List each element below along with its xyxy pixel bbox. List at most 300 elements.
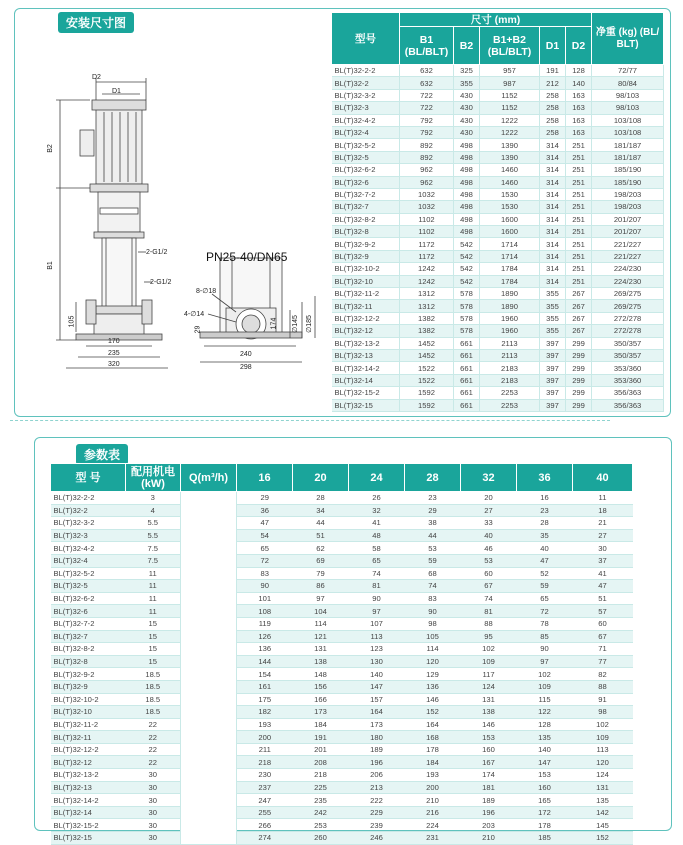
power-cell: 11 (126, 605, 181, 618)
value-cell: 314 (540, 250, 566, 262)
table-row (51, 605, 633, 618)
head-value-cell: 216 (405, 806, 461, 819)
value-cell: 314 (540, 275, 566, 287)
model-cell: BL(T)32-9 (332, 250, 400, 262)
header-b2: B2 (454, 27, 480, 65)
head-value-cell: 185 (517, 832, 573, 845)
model-cell: BL(T)32-10 (51, 706, 126, 719)
model-cell: BL(T)32-12-2 (332, 312, 400, 324)
value-cell: 251 (566, 139, 592, 151)
value-cell: 578 (454, 325, 480, 337)
head-value-cell: 37 (573, 554, 633, 567)
head-value-cell: 260 (293, 832, 349, 845)
value-cell: 661 (454, 374, 480, 386)
table-row (332, 337, 664, 349)
head-value-cell: 173 (293, 706, 349, 719)
head-value-cell: 182 (237, 706, 293, 719)
model-cell: BL(T)32-9 (51, 680, 126, 693)
value-cell: 1382 (400, 325, 454, 337)
head-value-cell: 184 (405, 756, 461, 769)
value-cell: 299 (566, 399, 592, 411)
head-value-cell: 130 (349, 655, 405, 668)
table-row (51, 756, 633, 769)
power-cell: 15 (126, 617, 181, 630)
value-cell: 355 (454, 77, 480, 89)
table-row (51, 668, 633, 681)
head-value-cell: 193 (237, 718, 293, 731)
table-row (332, 89, 664, 101)
value-cell: 1530 (480, 201, 540, 213)
value-cell: 185/190 (592, 176, 664, 188)
value-cell: 224/230 (592, 275, 664, 287)
head-value-cell: 59 (517, 580, 573, 593)
dim-d145: ∅145 (291, 315, 299, 333)
model-cell: BL(T)32-3-2 (51, 517, 126, 530)
model-cell: BL(T)32-15-2 (51, 819, 126, 832)
head-value-cell: 117 (461, 668, 517, 681)
head-value-cell: 122 (517, 706, 573, 719)
table-row (51, 718, 633, 731)
head-value-cell: 154 (237, 668, 293, 681)
value-cell: 542 (454, 238, 480, 250)
head-value-cell: 184 (293, 718, 349, 731)
model-cell: BL(T)32-11-2 (51, 718, 126, 731)
table-row (51, 529, 633, 542)
model-cell: BL(T)32-7 (332, 201, 400, 213)
power-cell: 30 (126, 769, 181, 782)
value-cell: 397 (540, 349, 566, 361)
head-value-cell: 28 (517, 517, 573, 530)
head-value-cell: 102 (461, 643, 517, 656)
value-cell: 1242 (400, 263, 454, 275)
value-cell: 957 (480, 65, 540, 77)
value-cell: 267 (566, 300, 592, 312)
model-cell: BL(T)32-3 (332, 102, 400, 114)
value-cell: 2253 (480, 399, 540, 411)
value-cell: 181/187 (592, 151, 664, 163)
dim-8d18: 8-∅18 (196, 288, 217, 295)
power-cell: 22 (126, 718, 181, 731)
value-cell: 163 (566, 89, 592, 101)
table-row (332, 387, 664, 399)
model-cell: BL(T)32-8-2 (332, 213, 400, 225)
head-value-cell: 166 (293, 693, 349, 706)
head-value-cell: 165 (517, 794, 573, 807)
table-row (51, 731, 633, 744)
head-value-cell: 68 (405, 567, 461, 580)
head-value-cell: 91 (573, 693, 633, 706)
head-value-cell: 98 (573, 706, 633, 719)
value-cell: 272/278 (592, 312, 664, 324)
table-row (332, 114, 664, 126)
value-cell: 397 (540, 362, 566, 374)
model-cell: BL(T)32-7 (51, 630, 126, 643)
head-value-cell: 146 (405, 693, 461, 706)
power-cell: 15 (126, 630, 181, 643)
head-value-cell: 58 (349, 542, 405, 555)
table-row (51, 819, 633, 832)
head-value-cell: 90 (349, 592, 405, 605)
head-value-cell: 67 (573, 630, 633, 643)
value-cell: 498 (454, 151, 480, 163)
dim-g2: 2-G1/2 (150, 279, 172, 286)
installation-drawing (40, 70, 360, 400)
value-cell: 1530 (480, 188, 540, 200)
model-cell: BL(T)32-8 (51, 655, 126, 668)
table-row (51, 693, 633, 706)
model-cell: BL(T)32-6 (51, 605, 126, 618)
value-cell: 98/103 (592, 89, 664, 101)
value-cell: 299 (566, 374, 592, 386)
param-header-flow-32: 32 (461, 464, 517, 492)
dim-235: 235 (108, 350, 120, 357)
head-value-cell: 152 (405, 706, 461, 719)
head-value-cell: 90 (237, 580, 293, 593)
param-header-flow-20: 20 (293, 464, 349, 492)
head-value-cell: 172 (517, 806, 573, 819)
table-row (332, 288, 664, 300)
table-row (332, 238, 664, 250)
model-cell: BL(T)32-10-2 (51, 693, 126, 706)
head-value-cell: 213 (349, 781, 405, 794)
head-value-cell: 16 (517, 492, 573, 505)
value-cell: 314 (540, 263, 566, 275)
value-cell: 314 (540, 176, 566, 188)
model-cell: BL(T)32-13-2 (51, 769, 126, 782)
power-cell: 22 (126, 756, 181, 769)
table-row (332, 65, 664, 77)
model-cell: BL(T)32-12 (332, 325, 400, 337)
head-value-cell: 60 (573, 617, 633, 630)
head-value-cell: 119 (237, 617, 293, 630)
model-cell: BL(T)32-2-2 (332, 65, 400, 77)
head-value-cell: 160 (517, 781, 573, 794)
head-value-cell: 123 (349, 643, 405, 656)
value-cell: 962 (400, 176, 454, 188)
value-cell: 892 (400, 139, 454, 151)
value-cell: 397 (540, 387, 566, 399)
value-cell: 103/108 (592, 126, 664, 138)
model-cell: BL(T)32-6-2 (332, 164, 400, 176)
motor-fan (92, 100, 146, 110)
param-header-flow-36: 36 (517, 464, 573, 492)
head-value-cell: 168 (405, 731, 461, 744)
table-row (51, 580, 633, 593)
value-cell: 267 (566, 288, 592, 300)
power-cell: 7.5 (126, 542, 181, 555)
head-value-cell: 20 (461, 492, 517, 505)
param-header-flow-24: 24 (349, 464, 405, 492)
power-cell: 11 (126, 580, 181, 593)
power-cell: 18.5 (126, 693, 181, 706)
head-value-cell: 161 (237, 680, 293, 693)
pn-label: PN25-40/DN65 (206, 250, 288, 264)
head-value-cell: 157 (349, 693, 405, 706)
value-cell: 2113 (480, 349, 540, 361)
table-row (332, 275, 664, 287)
model-cell: BL(T)32-4-2 (51, 542, 126, 555)
value-cell: 1960 (480, 312, 540, 324)
model-cell: BL(T)32-12-2 (51, 743, 126, 756)
model-cell: BL(T)32-11 (332, 300, 400, 312)
power-cell: 11 (126, 592, 181, 605)
value-cell: 397 (540, 337, 566, 349)
head-value-cell: 38 (405, 517, 461, 530)
parameter-table (50, 463, 633, 845)
value-cell: 661 (454, 387, 480, 399)
head-value-cell: 86 (293, 580, 349, 593)
value-cell: 722 (400, 102, 454, 114)
model-cell: BL(T)32-14 (51, 806, 126, 819)
head-value-cell: 237 (237, 781, 293, 794)
value-cell: 1452 (400, 349, 454, 361)
head-value-cell: 107 (349, 617, 405, 630)
head-value-cell: 147 (517, 756, 573, 769)
param-header-flow-16: 16 (237, 464, 293, 492)
value-cell: 892 (400, 151, 454, 163)
head-value-cell: 200 (237, 731, 293, 744)
value-cell: 430 (454, 102, 480, 114)
head-value-cell: 90 (517, 643, 573, 656)
table-row (51, 769, 633, 782)
head-value-cell: 51 (573, 592, 633, 605)
value-cell: 299 (566, 337, 592, 349)
head-value-cell: 82 (573, 668, 633, 681)
value-cell: 578 (454, 300, 480, 312)
value-cell: 251 (566, 151, 592, 163)
power-cell: 5.5 (126, 517, 181, 530)
section1-dots (10, 420, 610, 421)
table-row (51, 743, 633, 756)
head-value-cell: 218 (293, 769, 349, 782)
model-cell: BL(T)32-3-2 (332, 89, 400, 101)
value-cell: 498 (454, 176, 480, 188)
value-cell: 397 (540, 374, 566, 386)
model-cell: BL(T)32-5 (51, 580, 126, 593)
table-row (51, 554, 633, 567)
head-value-cell: 235 (293, 794, 349, 807)
head-value-cell: 83 (237, 567, 293, 580)
head-value-cell: 102 (573, 718, 633, 731)
model-cell: BL(T)32-7-2 (332, 188, 400, 200)
head-value-cell: 164 (405, 718, 461, 731)
value-cell: 1032 (400, 201, 454, 213)
table-row (332, 312, 664, 324)
model-cell: BL(T)32-6-2 (51, 592, 126, 605)
head-value-cell: 129 (405, 668, 461, 681)
value-cell: 987 (480, 77, 540, 89)
model-cell: BL(T)32-5-2 (332, 139, 400, 151)
head-value-cell: 124 (573, 769, 633, 782)
value-cell: 1242 (400, 275, 454, 287)
table-row (51, 517, 633, 530)
model-cell: BL(T)32-10 (332, 275, 400, 287)
head-value-cell: 144 (237, 655, 293, 668)
value-cell: 498 (454, 164, 480, 176)
model-cell: BL(T)32-14 (332, 374, 400, 386)
head-value-cell: 208 (293, 756, 349, 769)
model-cell: BL(T)32-14-2 (51, 794, 126, 807)
head-value-cell: 231 (405, 832, 461, 845)
value-cell: 251 (566, 238, 592, 250)
power-cell: 18.5 (126, 680, 181, 693)
head-value-cell: 27 (461, 504, 517, 517)
head-value-cell: 225 (293, 781, 349, 794)
value-cell: 258 (540, 89, 566, 101)
table-row (332, 349, 664, 361)
value-cell: 1890 (480, 300, 540, 312)
head-value-cell: 191 (293, 731, 349, 744)
head-value-cell: 109 (461, 655, 517, 668)
table-row (332, 102, 664, 114)
head-value-cell: 46 (461, 542, 517, 555)
head-value-cell: 174 (461, 769, 517, 782)
value-cell: 251 (566, 201, 592, 213)
value-cell: 251 (566, 213, 592, 225)
value-cell: 251 (566, 226, 592, 238)
head-value-cell: 136 (405, 680, 461, 693)
table-row (51, 592, 633, 605)
table-row (51, 794, 633, 807)
head-value-cell: 69 (293, 554, 349, 567)
head-value-cell: 173 (349, 718, 405, 731)
head-value-cell: 33 (461, 517, 517, 530)
value-cell: 1592 (400, 387, 454, 399)
model-cell: BL(T)32-10-2 (332, 263, 400, 275)
head-value-cell: 97 (293, 592, 349, 605)
head-value-cell: 53 (405, 542, 461, 555)
header-d2: D2 (566, 27, 592, 65)
dim-4d14: 4-∅14 (184, 311, 205, 318)
head-value-cell: 34 (293, 504, 349, 517)
value-cell: 2253 (480, 387, 540, 399)
head-value-cell: 62 (293, 542, 349, 555)
value-cell: 1522 (400, 362, 454, 374)
param-header-flow-28: 28 (405, 464, 461, 492)
value-cell: 498 (454, 226, 480, 238)
head-value-cell: 147 (349, 680, 405, 693)
model-cell: BL(T)32-5-2 (51, 567, 126, 580)
head-value-cell: 146 (461, 718, 517, 731)
value-cell: 1460 (480, 164, 540, 176)
table-row (51, 655, 633, 668)
value-cell: 272/278 (592, 325, 664, 337)
value-cell: 661 (454, 337, 480, 349)
head-value-cell: 41 (573, 567, 633, 580)
head-value-cell: 57 (573, 605, 633, 618)
head-value-cell: 32 (349, 504, 405, 517)
model-cell: BL(T)32-9-2 (51, 668, 126, 681)
head-value-cell: 210 (405, 794, 461, 807)
model-cell: BL(T)32-15-2 (332, 387, 400, 399)
value-cell: 191 (540, 65, 566, 77)
value-cell: 98/103 (592, 102, 664, 114)
value-cell: 350/357 (592, 349, 664, 361)
value-cell: 632 (400, 77, 454, 89)
head-value-cell: 105 (405, 630, 461, 643)
head-value-cell: 79 (293, 567, 349, 580)
power-cell: 30 (126, 819, 181, 832)
value-cell: 1102 (400, 226, 454, 238)
dim-298: 298 (240, 364, 252, 371)
head-value-cell: 35 (517, 529, 573, 542)
head-value-cell: 239 (349, 819, 405, 832)
table-row (51, 630, 633, 643)
head-value-cell: 67 (461, 580, 517, 593)
head-value-cell: 54 (237, 529, 293, 542)
head-value-cell: 44 (405, 529, 461, 542)
head-value-cell: 203 (461, 819, 517, 832)
head-value-cell: 59 (405, 554, 461, 567)
head-value-cell: 206 (349, 769, 405, 782)
dim-29: 29 (194, 325, 202, 334)
value-cell: 251 (566, 263, 592, 275)
value-cell: 430 (454, 114, 480, 126)
value-cell: 163 (566, 126, 592, 138)
value-cell: 661 (454, 399, 480, 411)
head-value-cell: 88 (461, 617, 517, 630)
value-cell: 258 (540, 126, 566, 138)
model-cell: BL(T)32-4-2 (332, 114, 400, 126)
head-value-cell: 131 (573, 781, 633, 794)
value-cell: 792 (400, 126, 454, 138)
value-cell: 1390 (480, 139, 540, 151)
model-cell: BL(T)32-12 (51, 756, 126, 769)
value-cell: 962 (400, 164, 454, 176)
dim-240: 240 (240, 351, 252, 358)
head-value-cell: 131 (293, 643, 349, 656)
value-cell: 578 (454, 288, 480, 300)
value-cell: 722 (400, 89, 454, 101)
value-cell: 356/363 (592, 387, 664, 399)
value-cell: 314 (540, 213, 566, 225)
value-cell: 2183 (480, 374, 540, 386)
head-value-cell: 142 (573, 806, 633, 819)
value-cell: 299 (566, 349, 592, 361)
head-value-cell: 40 (461, 529, 517, 542)
head-value-cell: 88 (573, 680, 633, 693)
head-value-cell: 230 (237, 769, 293, 782)
power-cell: 7.5 (126, 554, 181, 567)
table-row (51, 492, 633, 505)
value-cell: 542 (454, 250, 480, 262)
head-value-cell: 138 (461, 706, 517, 719)
value-cell: 325 (454, 65, 480, 77)
power-cell: 30 (126, 781, 181, 794)
head-value-cell: 181 (461, 781, 517, 794)
value-cell: 314 (540, 139, 566, 151)
table-row (332, 126, 664, 138)
value-cell: 355 (540, 325, 566, 337)
value-cell: 350/357 (592, 337, 664, 349)
head-value-cell: 18 (573, 504, 633, 517)
header-size: 尺寸 (mm) (400, 13, 592, 27)
value-cell: 221/227 (592, 238, 664, 250)
param-header-power: 配用机电 (kW) (126, 464, 181, 492)
power-cell: 5.5 (126, 529, 181, 542)
head-value-cell: 266 (237, 819, 293, 832)
table-row (51, 504, 633, 517)
table-row (332, 362, 664, 374)
value-cell: 632 (400, 65, 454, 77)
head-value-cell: 242 (293, 806, 349, 819)
head-value-cell: 152 (573, 832, 633, 845)
value-cell: 1102 (400, 213, 454, 225)
value-cell: 198/203 (592, 201, 664, 213)
head-value-cell: 74 (461, 592, 517, 605)
value-cell: 212 (540, 77, 566, 89)
model-cell: BL(T)32-9-2 (332, 238, 400, 250)
